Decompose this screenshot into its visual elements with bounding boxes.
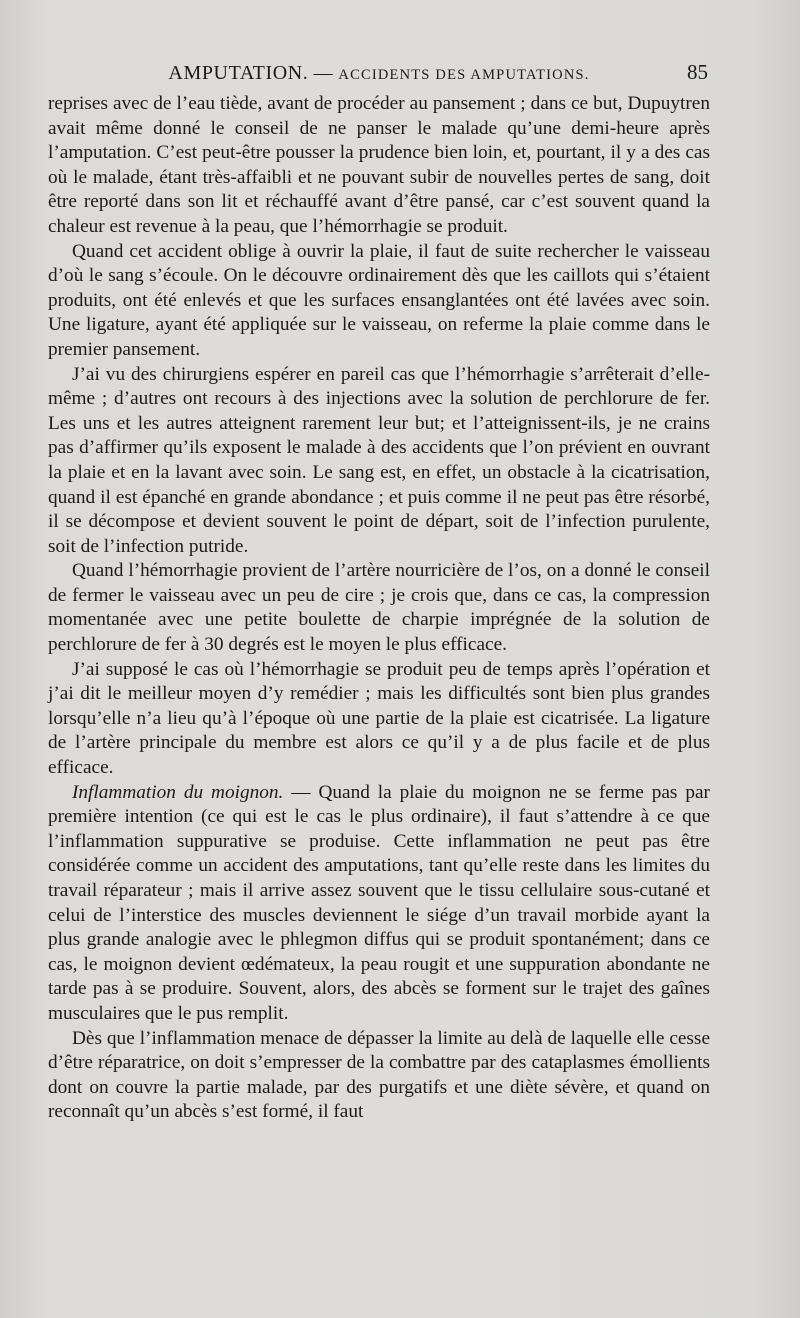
paragraph: Dès que l’inflammation menace de dépasser la limite au delà de laquelle elle cesse d’être réparatrice, on doit s’empresser de la combattre par des cataplasmes émollients dont on couvre la partie malade, par des purgatifs et une diète sévère, et quand on reconnaît qu’un abcès s’est formé, il faut [48,1027,710,1123]
running-title-sub: ACCIDENTS DES AMPUTATIONS. [338,67,590,83]
running-title [48,62,710,85]
paragraph: Quand l’hémorrhagie provient de l’artère nourricière de l’os, on a donné le conseil de fermer le vaisseau avec un peu de cire ; je crois que, dans ce cas, la compression momentanée avec une petite boulette de charpie imprégnée de la solution de perchlorure de fer à 30 degrés est le moyen le plus efficace. [48,560,710,656]
paragraph: J’ai supposé le cas où l’hémorrhagie se produit peu de temps après l’opération et j’ai dit le meilleur moyen d’y remédier ; mais les difficultés sont bien plus grandes lorsqu’elle n’a lieu qu’à l’époque où une partie de la plaie est cicatrisée. La ligature de l’artère principale du membre est alors ce qu’il y a de plus facile et de plus efficace. [48,658,710,779]
paragraph: J’ai vu des chirurgiens espérer en pareil cas que l’hémorrhagie s’arrêterait d’elle-même ; d’autres ont recours à des injections avec la solution de perchlorure de fer. Les uns et les autres atteignent rarement leur but; et l’atteignissent-ils, je ne crains pas d’affirmer qu’ils exposent le malade à des accidents que l’on prévient en ouvrant la plaie et en la lavant avec soin. Le sang est, en effet, un obstacle à la cicatrisation, quand il est épanché en grande abondance ; et puis comme il ne peut pas être résorbé, il se décompose et devient souvent le point de départ, soit de l’infection purulente, soit de l’infection putride. [48,363,710,557]
paragraph: reprises avec de l’eau tiède, avant de procéder au pansement ; dans ce but, Dupuytren avait même donné le conseil de ne panser le malade qu’une demi-heure après l’amputation. C’est peut-être pousser la prudence bien loin, et, pourtant, il y a des cas où le malade, étant très-affaibli et ne pouvant subir de nouvelles pertes de sang, doit être reporté dans son lit et réchauffé avant d’être pansé, car c’est souvent quand la chaleur est revenue à la peau, que l’hémorrhagie se produit. [48,93,710,237]
running-title-main: AMPUTATION. [168,62,309,84]
paragraph: Quand cet accident oblige à ouvrir la plaie, il faut de suite rechercher le vaisseau d’où le sang s’écoule. On le découvre ordinairement dès que les caillots qui s’étaient produits, ont été enlevés et que les surfaces ensanglantées ont été lavées avec soin. Une ligature, ayant été appliquée sur le vaisseau, on referme la plaie comme dans le premier pansement. [48,240,710,360]
section-heading-italic: Inflammation du moignon. [72,781,284,803]
page-header [48,58,710,88]
running-title-separator: — [308,63,339,84]
paragraph-text: — Quand la plaie du moignon ne se ferme pas par première intention (ce qui est le cas le plus ordinaire), il faut s’attendre à ce que l’inflammation suppurative se produise. Cette inflammation ne peut pas être considérée comme un accident des amputations, tant qu’elle reste dans les limites du travail réparateur ; mais il arrive assez souvent que le tissu cellulaire sous-cutané et celui de l’interstice des muscles deviennent le siége d’un travail morbide ayant la plus grande analogie avec le phlegmon diffus qui se produit spontanément; dans ce cas, le moignon devient œdémateux, la peau rougit et une suppuration abondante ne tarde pas à se produire. Souvent, alors, des abcès se forment sur le trajet des gaînes musculaires que le pus remplit. [48,781,710,1024]
body-text [48,92,710,1125]
paragraph [48,781,710,1027]
page-number: 85 [687,60,708,84]
